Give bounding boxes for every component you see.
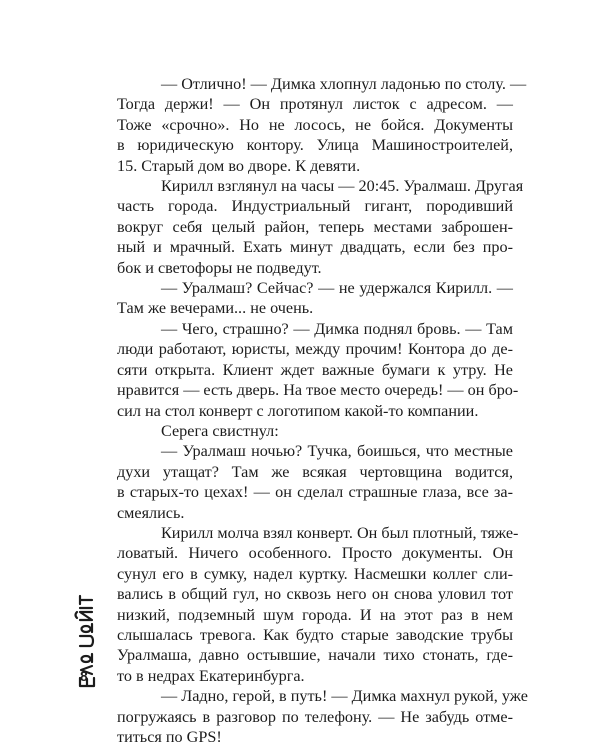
paragraph xyxy=(117,74,527,176)
text-line: — Ладно, герой, в путь! — Димка махнул рукой, уже xyxy=(161,687,528,706)
paragraph xyxy=(117,686,528,747)
text-line: Уралмаша, давно остывшие, начали тихо стонать, где- xyxy=(117,646,513,665)
text-line: погружаясь в разговор по телефону. — Не забудь отме- xyxy=(117,707,513,726)
text-line: в юридическую контору. Улица Машиностроителей, xyxy=(117,136,513,155)
text-line: вались в общий гул, но сквозь него он снова уловил тот xyxy=(117,585,513,604)
paragraph xyxy=(117,441,513,523)
text-line: часть города. Индустриальный гигант, породивший xyxy=(117,197,513,216)
text-line: — Уралмаш? Сейчас? — не удержался Кирилл. — xyxy=(161,279,513,298)
body-text xyxy=(117,74,528,747)
paragraph xyxy=(117,523,519,686)
text-line: в старых-то цехах! — он сделал страшные глаза, все за- xyxy=(117,483,513,502)
paragraph xyxy=(117,278,513,319)
text-line: Тоже «срочно». Но не лосось, не бойся. Документы xyxy=(117,115,513,134)
text-line: Там же вечерами... не очень. xyxy=(117,299,314,318)
text-line: сунул его в сумку, надел куртку. Насмешки коллег сли- xyxy=(117,564,513,583)
text-line: люди работают, юристы, между прочим! Контора до де- xyxy=(117,340,513,359)
text-line: Серега свистнул: xyxy=(161,421,279,440)
text-line: — Уралмаш ночью? Тучка, боишься, что местные xyxy=(161,442,513,461)
text-line: духи утащат? Там же всякая чертовщина водится, xyxy=(117,462,513,481)
text-line: Кирилл взглянул на часы — 20:45. Уралмаш. Другая xyxy=(161,177,524,196)
text-line: — Отлично! — Димка хлопнул ладонью по столу. — xyxy=(161,75,527,93)
text-line: сяти открыта. Клиент ждет важные бумаги к утру. Не xyxy=(117,360,513,379)
text-line: ный и мрачный. Ехать минут двадцать, если без про- xyxy=(117,238,513,257)
text-line: Кирилл молча взял конверт. Он был плотный, тяже- xyxy=(161,523,519,542)
text-line: ловатый. Ничего особенного. Просто документы. Он xyxy=(117,544,513,563)
text-line: слышалась тревога. Как будто старые заводские трубы xyxy=(117,625,513,644)
text-line: смеялись. xyxy=(117,503,185,522)
text-line: Тогда держи! — Он протянул листок с адресом. — xyxy=(117,95,513,114)
text-line: 15. Старый дом во дворе. К девяти. xyxy=(117,156,361,175)
page-number: 8 xyxy=(80,668,88,684)
text-line: низкий, подземный шум города. И на этот раз в нем xyxy=(117,605,513,624)
text-line: — Чего, страшно? — Димка поднял бровь. — Там xyxy=(161,319,513,338)
text-line: сил на стол конверт с логотипом какой-то компании. xyxy=(117,401,479,420)
paragraph xyxy=(117,176,524,278)
paragraph xyxy=(117,421,513,441)
paragraph xyxy=(117,319,519,421)
text-line: то в недрах Екатеринбурга. xyxy=(117,666,305,685)
text-line: нравится — есть дверь. На твое место очередь! — он бро- xyxy=(117,381,519,400)
text-line: титься по GPS! xyxy=(117,728,222,746)
text-line: бок и светофоры не подведут. xyxy=(117,258,322,277)
text-line: вокруг себя целый район, теперь местами заброшен- xyxy=(117,217,513,236)
